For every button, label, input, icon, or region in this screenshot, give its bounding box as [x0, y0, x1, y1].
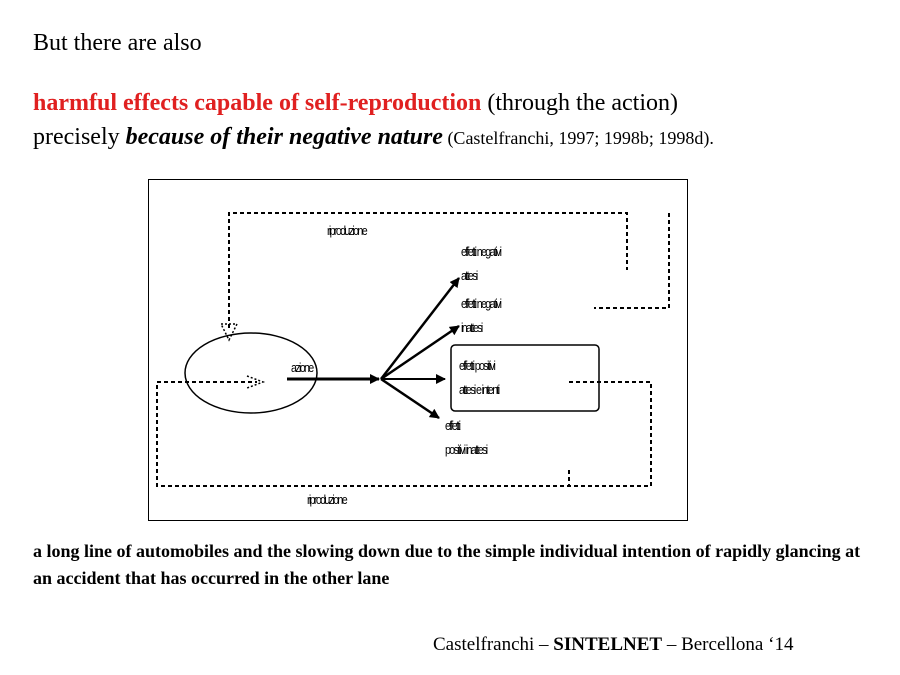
label-pos-att-1: effetti positivi: [459, 358, 495, 373]
label-neg-att-2: attesi: [461, 268, 477, 283]
line2-start: precisely: [33, 124, 126, 150]
bottom-loop-line: [157, 382, 651, 486]
label-neg-att-1: effetti negativi: [461, 244, 501, 259]
footer: [433, 634, 793, 656]
label-pos-att-2: attesi e intenti: [459, 382, 499, 397]
label-neg-inatt-2: inattesi: [461, 320, 482, 335]
emphasis-italic: because of their negative nature: [125, 124, 443, 150]
top-loop-line-b: [594, 213, 669, 308]
arrow-neg-expected: [381, 278, 459, 379]
emphasis-red: harmful effects capable of self-reproduction: [33, 90, 482, 116]
pos-expected-box: [451, 345, 599, 411]
footer-place: – Bercellona ‘14: [662, 634, 794, 655]
citation: (Castelfranchi, 1997; 1998b; 1998d).: [442, 128, 714, 148]
intro-text: But there are also: [33, 30, 202, 56]
label-neg-inatt-1: effetti negativi: [461, 296, 501, 311]
arrow-pos-unexpected: [381, 379, 439, 418]
feedback-diagram: [148, 179, 688, 521]
label-action: azione: [291, 360, 313, 375]
label-bottom-loop: riproduzione: [307, 492, 346, 507]
arrow-neg-unexpected: [381, 326, 459, 379]
label-pos-inatt-1: effetti: [445, 418, 460, 433]
main-paragraph: [33, 86, 859, 155]
after-red: (through the action): [481, 90, 678, 116]
diagram-graphics: [149, 180, 689, 522]
top-loop-line: [229, 213, 627, 328]
label-pos-inatt-2: positivi inattesi: [445, 442, 487, 457]
footer-brand: SINTELNET: [553, 634, 663, 655]
footer-author: Castelfranchi –: [433, 634, 554, 655]
caption: a long line of automobiles and the slowing down due to the simple individual intention of rapidly glancing at an accident that has occurred in the other lane: [33, 541, 861, 588]
label-top-loop: riproduzione: [327, 223, 366, 238]
